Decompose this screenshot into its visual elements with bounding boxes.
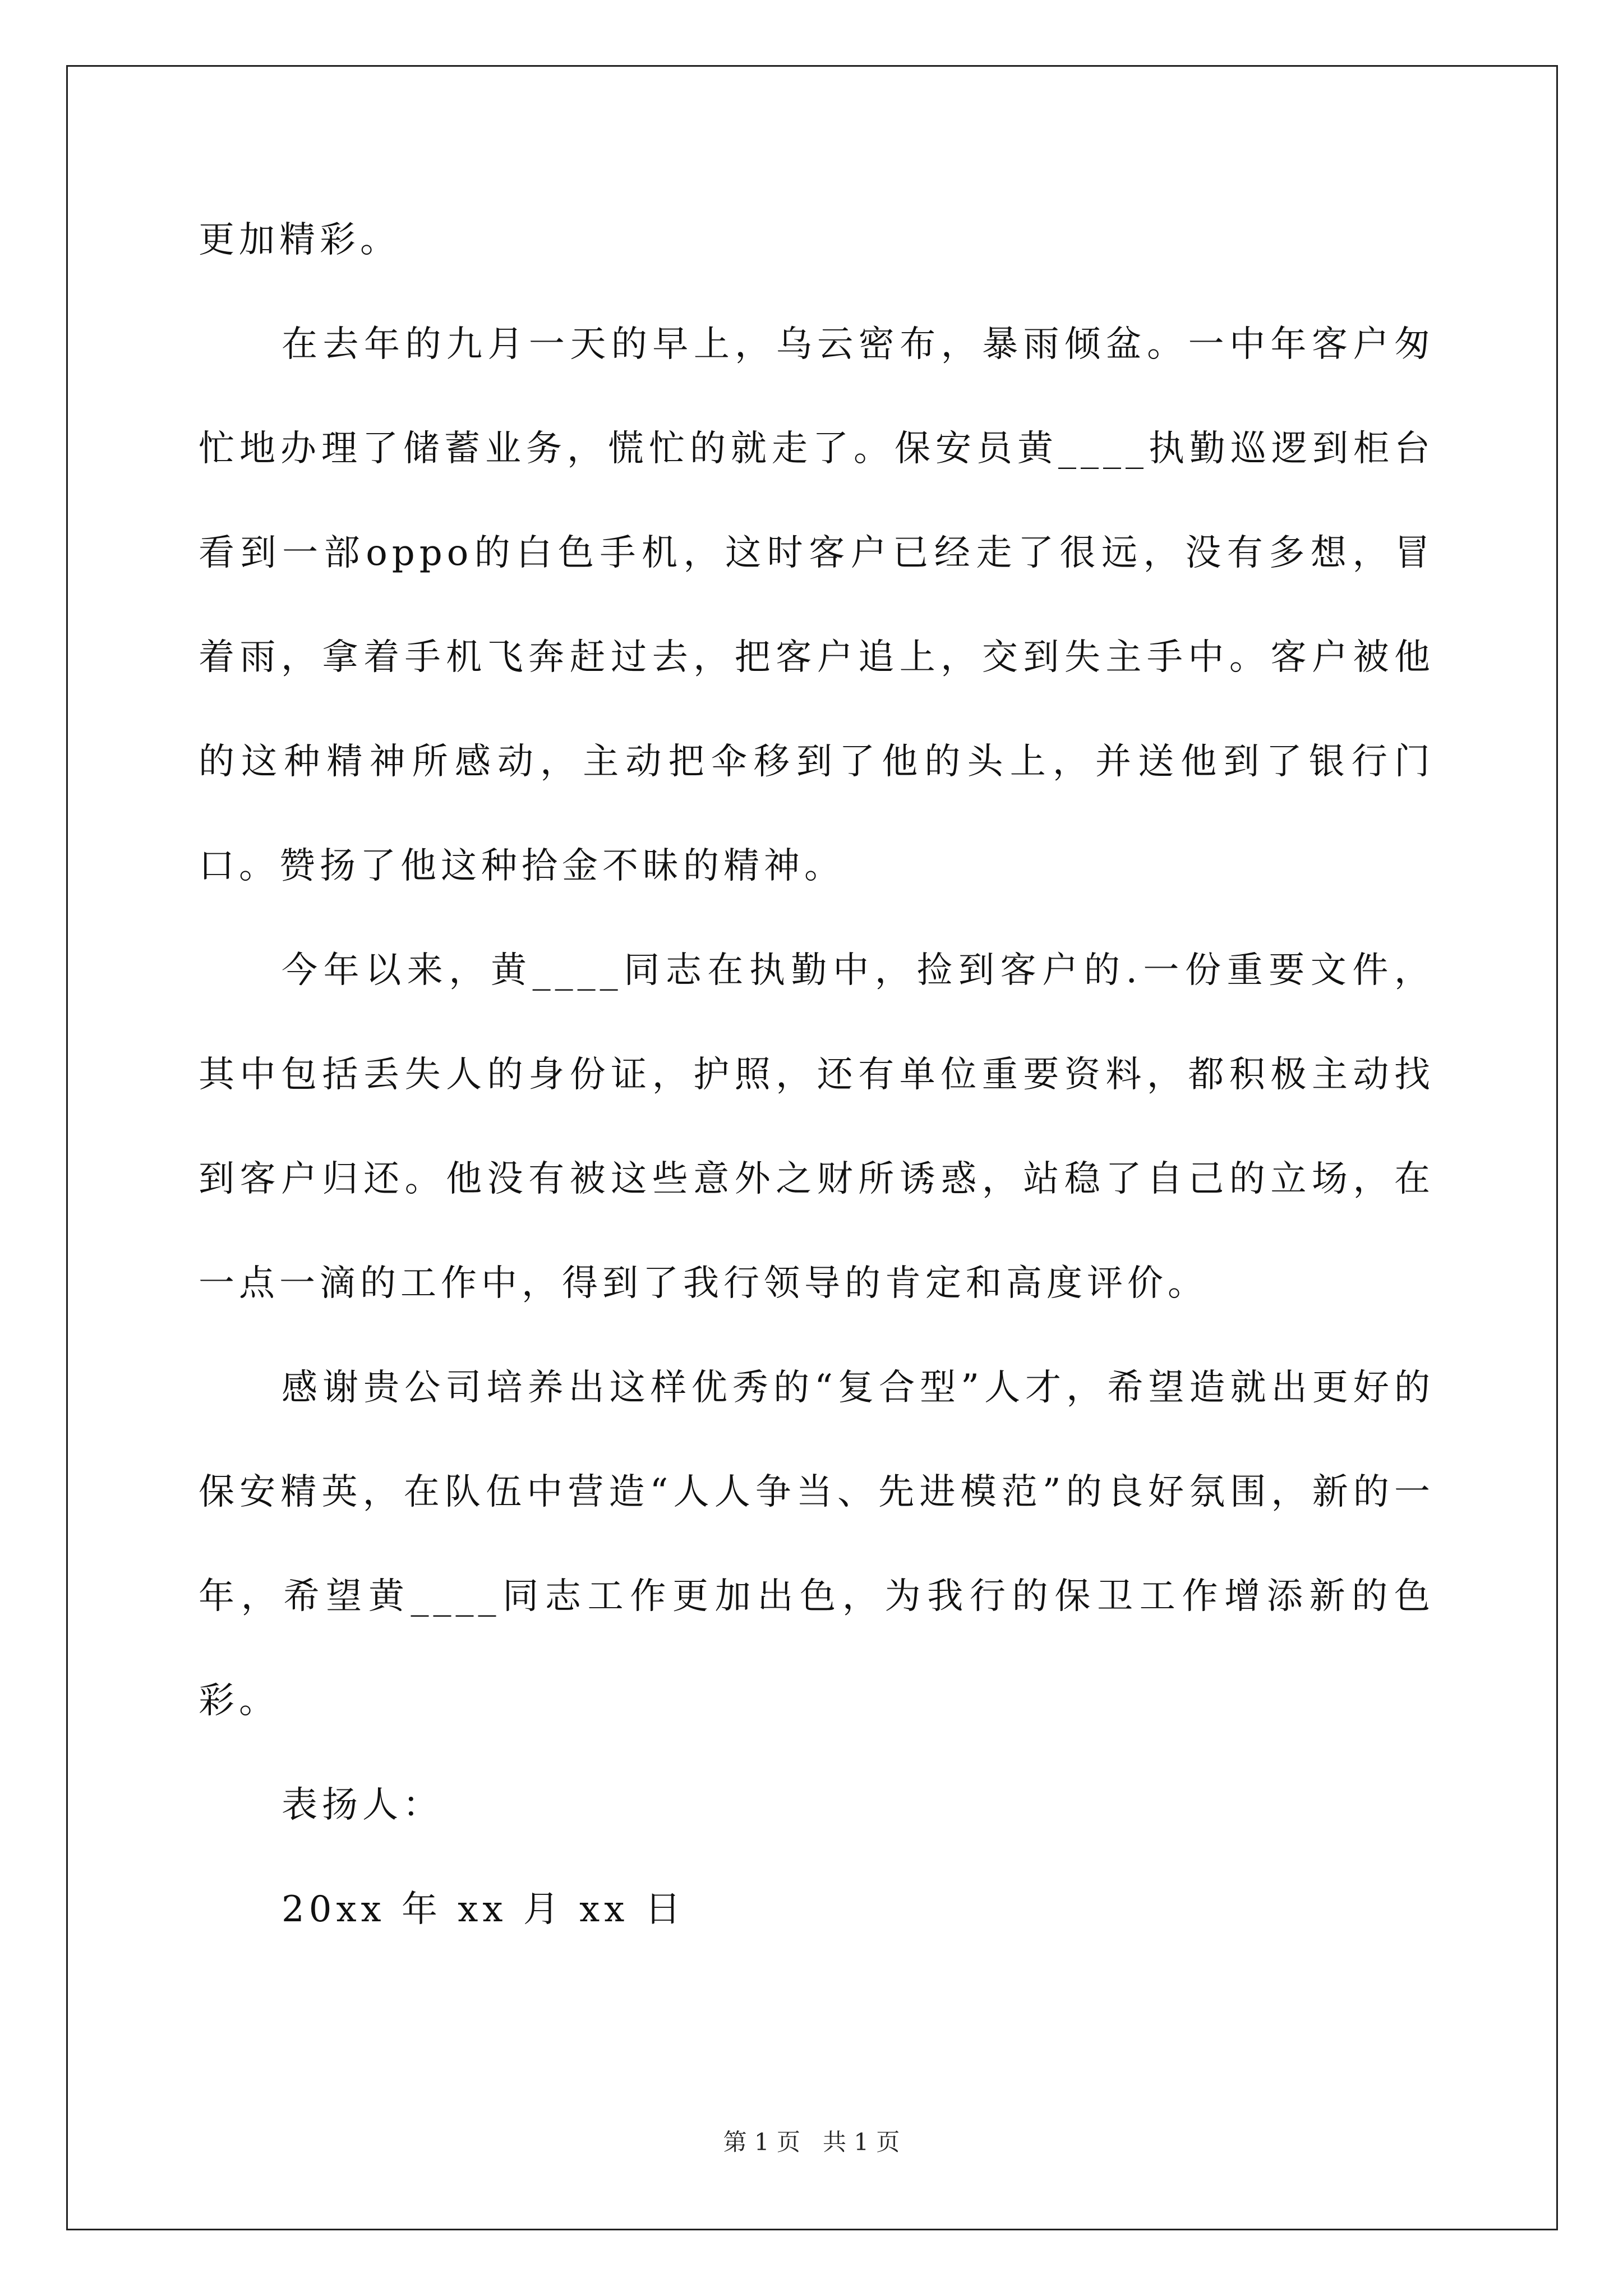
paragraph-incident: 在去年的九月一天的早上，乌云密布，暴雨倾盆。一中年客户匆忙地办理了储蓄业务，慌忙的就走了。保安员黄____执勤巡逻到柜台看到一部oppo的白色手机，这时客户已经走了很远，没有多想，冒着雨，拿着手机飞奔赶过去，把客户追上，交到失主手中。客户被他的这种精神所感动，主动把伞移到了他的头上，并送他到了银行门口。赞扬了他这种拾金不昧的精神。: [199, 324, 1435, 887]
document-body: [199, 188, 1435, 1962]
page-total: 共 1 页: [823, 2128, 900, 2156]
page-footer: [0, 2124, 1623, 2157]
paragraph-this-year: 今年以来，黄____同志在执勤中，捡到客户的.一份重要文件，其中包括丢失人的身份证，护照，还有单位重要资料，都积极主动找到客户归还。他没有被这些意外之财所诱惑，站稳了自己的立场，在一点一滴的工作中，得到了我行领导的肯定和高度评价。: [199, 950, 1435, 1304]
paragraph-thanks: 感谢贵公司培养出这样优秀的“复合型”人才，希望造就出更好的保安精英，在队伍中营造“人人争当、先进模范”的良好氛围，新的一年，希望黄____同志工作更加出色，为我行的保卫工作增添新的色彩。: [199, 1367, 1435, 1722]
page-number: 第 1 页: [723, 2128, 800, 2156]
signature-date: 20xx 年 xx 月 xx 日: [282, 1889, 685, 1930]
signature-label: 表扬人：: [282, 1784, 443, 1826]
paragraph-continuation: 更加精彩。: [199, 219, 400, 261]
